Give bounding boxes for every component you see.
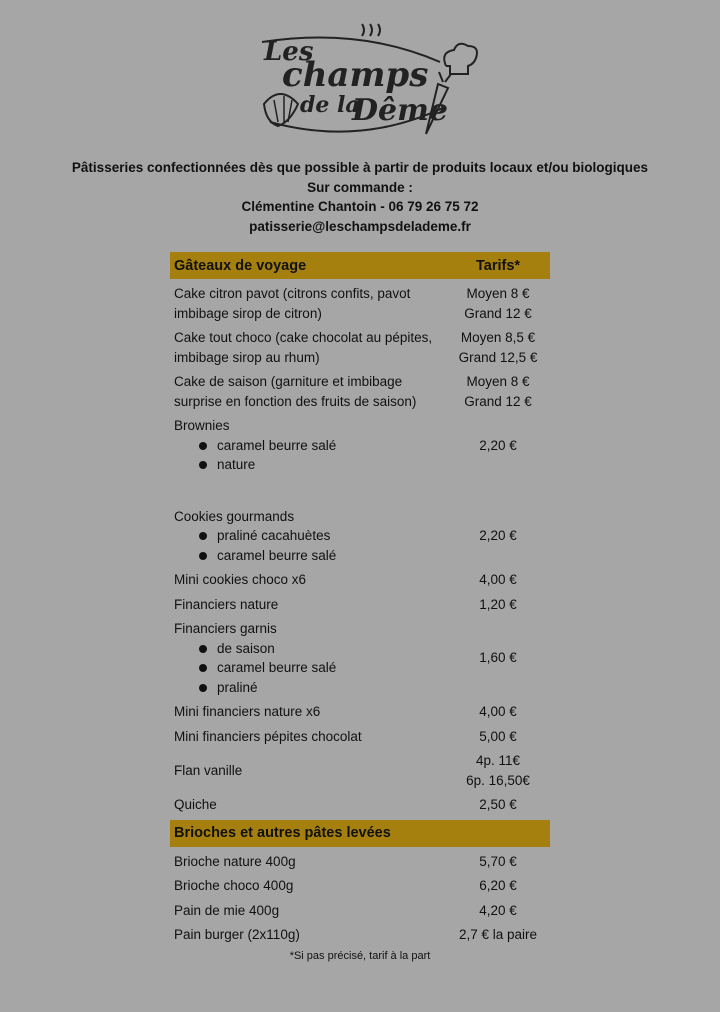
header-order-label: Sur commande : — [307, 179, 413, 195]
header-contact: Clémentine Chantoin - 06 79 26 75 72 — [241, 199, 479, 214]
price-list — [170, 252, 550, 962]
item-name-line: Quiche — [174, 797, 217, 812]
item-name-line: Cake tout choco (cake chocolat au pépites, — [174, 330, 433, 345]
logo-graphic — [240, 22, 480, 142]
item-name-line: Financiers nature — [174, 596, 279, 612]
variant-label: praliné — [217, 679, 258, 695]
item-name — [170, 570, 446, 590]
item-name-line: Brownies — [174, 418, 230, 433]
variant-list — [174, 526, 446, 565]
item-price-line: 5,00 € — [479, 728, 517, 744]
footnote: *Si pas précisé, tarif à la part — [289, 949, 431, 962]
item-name — [170, 852, 446, 872]
item-name — [170, 901, 446, 921]
item-price-line: 4,00 € — [479, 572, 517, 587]
item-price-line: 1,20 € — [479, 596, 517, 612]
menu-item — [170, 328, 550, 367]
menu-item — [170, 284, 550, 323]
header-email[interactable]: patisserie@leschampsdelademe.fr — [249, 218, 471, 234]
section-header — [170, 820, 550, 847]
item-price — [446, 727, 550, 747]
item-name — [170, 595, 446, 615]
variant-label: praliné cacahuètes — [217, 528, 331, 543]
item-name — [170, 727, 446, 747]
logo-champs: champs — [282, 55, 429, 95]
item-price — [446, 595, 550, 615]
item-price — [446, 570, 550, 590]
item-price — [446, 925, 550, 945]
item-name-line: Flan vanille — [174, 762, 243, 778]
item-name — [170, 795, 446, 815]
item-price-line: Moyen 8 € — [466, 374, 530, 389]
logo-de-la: de la — [300, 92, 360, 118]
variant-item — [174, 639, 446, 659]
item-price-line: 2,20 € — [479, 437, 517, 453]
item-name — [170, 372, 446, 411]
section-header — [170, 252, 550, 279]
item-price-line: 5,70 € — [479, 853, 517, 869]
item-name — [170, 507, 446, 566]
croissant-icon — [264, 94, 298, 126]
item-name-line: Mini financiers nature x6 — [174, 704, 321, 719]
item-price-line: Grand 12 € — [464, 305, 532, 321]
item-name-line: Cookies gourmands — [174, 508, 295, 524]
item-price — [446, 328, 550, 367]
item-name — [170, 761, 446, 781]
section-title: Brioches et autres pâtes levées — [174, 825, 391, 841]
item-price — [446, 436, 550, 456]
logo — [240, 22, 480, 142]
item-name-line: Mini cookies choco x6 — [174, 572, 307, 587]
item-price — [446, 901, 550, 921]
item-name-line: surprise en fonction des fruits de saison) — [174, 393, 417, 409]
menu-item — [170, 727, 550, 747]
logo-les: Les — [264, 37, 314, 67]
item-price-line: Grand 12,5 € — [458, 349, 538, 365]
variant-item — [174, 526, 446, 546]
item-price-line: 4p. 11€ — [475, 753, 521, 768]
item-price — [446, 648, 550, 668]
variant-label: de saison — [217, 640, 275, 656]
item-name — [170, 876, 446, 896]
header-tagline: Pâtisseries confectionnées dès que possible à partir de produits locaux et/ou biologiques — [71, 160, 649, 175]
variant-item — [174, 546, 446, 566]
item-price-line: 2,7 € la paire — [458, 927, 538, 942]
variant-item — [174, 658, 446, 678]
item-price — [446, 702, 550, 722]
item-name-line: Cake de saison (garniture et imbibage — [174, 374, 403, 389]
item-name — [170, 925, 446, 945]
menu-item — [170, 925, 550, 945]
item-name-line: Cake citron pavot (citrons confits, pavot — [174, 286, 411, 301]
variant-label: nature — [217, 457, 256, 472]
menu-item — [170, 416, 550, 475]
menu-item — [170, 795, 550, 815]
spacer — [170, 480, 550, 502]
menu-item — [170, 852, 550, 872]
item-name-line: Financiers garnis — [174, 621, 277, 636]
item-name-line: Mini financiers pépites chocolat — [174, 728, 362, 744]
item-name-line: Pain burger (2x110g) — [174, 927, 300, 942]
item-name — [170, 619, 446, 697]
variant-list — [174, 639, 446, 698]
menu-item — [170, 876, 550, 896]
item-name-line: Brioche choco 400g — [174, 878, 294, 893]
item-name-line: Pain de mie 400g — [174, 902, 280, 918]
item-name — [170, 328, 446, 367]
logo-deme: Dême — [352, 93, 448, 128]
menu-item — [170, 570, 550, 590]
item-price-line: 4,00 € — [479, 704, 517, 719]
menu-item — [170, 751, 550, 790]
chef-hat-icon — [444, 44, 477, 74]
variant-label: caramel beurre salé — [217, 547, 337, 563]
item-name-line: Brioche nature 400g — [174, 853, 296, 869]
menu-item — [170, 702, 550, 722]
menu-item — [170, 507, 550, 566]
variant-item — [174, 455, 446, 475]
item-name-line: imbibage sirop au rhum) — [174, 349, 320, 365]
item-price-line: Moyen 8 € — [466, 286, 530, 301]
item-price — [446, 526, 550, 546]
menu-item — [170, 901, 550, 921]
menu-item — [170, 619, 550, 697]
variant-item — [174, 678, 446, 698]
item-price — [446, 795, 550, 815]
item-name — [170, 702, 446, 722]
item-name — [170, 284, 446, 323]
item-price — [446, 852, 550, 872]
item-price — [446, 372, 550, 411]
variant-label: caramel beurre salé — [217, 437, 337, 453]
item-price-line: Grand 12 € — [464, 393, 532, 409]
menu-item — [170, 595, 550, 615]
item-price-line: 4,20 € — [479, 902, 517, 918]
item-price — [446, 284, 550, 323]
item-price-line: 2,20 € — [479, 528, 517, 543]
variant-list — [174, 436, 446, 475]
section-title: Gâteaux de voyage — [174, 257, 307, 274]
menu-item — [170, 372, 550, 411]
item-price — [446, 876, 550, 896]
item-name-line: imbibage sirop de citron) — [174, 305, 322, 321]
item-name — [170, 416, 446, 475]
item-price — [446, 751, 550, 790]
item-price-line: 2,50 € — [479, 797, 517, 812]
item-price-line: 1,60 € — [479, 650, 517, 666]
variant-item — [174, 436, 446, 456]
price-column-header: Tarifs* — [475, 257, 521, 274]
item-price-line: Moyen 8,5 € — [460, 330, 536, 345]
item-price-line: 6,20 € — [479, 878, 517, 893]
header-info — [0, 158, 720, 236]
variant-label: caramel beurre salé — [217, 660, 337, 675]
item-price-line: 6p. 16,50€ — [466, 772, 530, 788]
